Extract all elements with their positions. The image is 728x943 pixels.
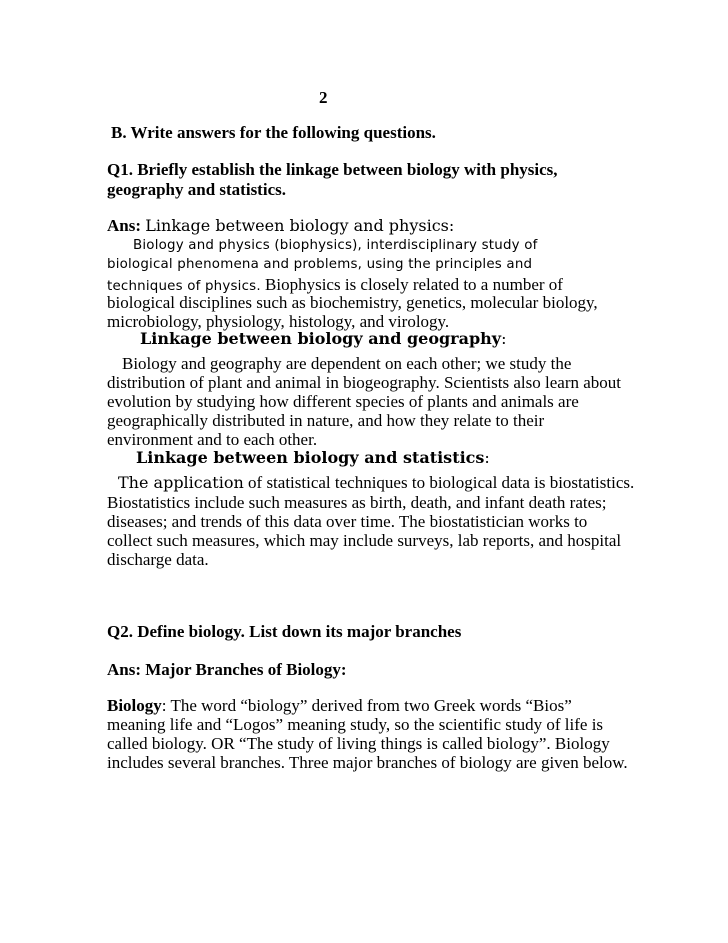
colon: : (484, 448, 490, 467)
q2-answer-heading: Ans: Major Branches of Biology: (107, 660, 347, 679)
geography-heading: Linkage between biology and geography (140, 329, 502, 348)
physics-paragraph-line-5: microbiology, physiology, histology, and virology. (107, 312, 450, 331)
physics-paragraph-line-3 (107, 276, 563, 294)
geography-heading-line (140, 331, 506, 348)
statistics-paragraph-line-4: collect such measures, which may include surveys, lab reports, and hospital (107, 531, 622, 550)
statistics-paragraph-line-2: Biostatistics include such measures as birth, death, and infant death rates; (107, 493, 607, 512)
geography-paragraph-line-4: geographically distributed in nature, and how they relate to their (107, 411, 545, 430)
physics-p-serif-part: Biophysics is closely related to a number of (260, 275, 563, 294)
q2-question: Q2. Define biology. List down its major branches (107, 622, 462, 641)
page-number: 2 (319, 88, 328, 107)
geography-paragraph-line-1: Biology and geography are dependent on each other; we study the (122, 354, 572, 373)
physics-paragraph-line-1: Biology and physics (biophysics), interdisciplinary study of (133, 238, 538, 253)
statistics-paragraph-line-3: diseases; and trends of this data over time. The biostatistician works to (107, 512, 588, 531)
biology-definition-line-3: called biology. OR “The study of living things is called biology”. Biology (107, 734, 610, 753)
colon: : (448, 216, 455, 235)
statistics-heading: Linkage between biology and statistics (136, 448, 485, 467)
q1-question-line-2: geography and statistics. (107, 180, 286, 199)
colon: : (501, 329, 507, 348)
statistics-paragraph-line-5: discharge data. (107, 550, 209, 569)
section-b-heading: B. Write answers for the following questions. (111, 123, 436, 142)
statistics-paragraph-line-1 (118, 474, 634, 492)
geography-paragraph-line-2: distribution of plant and animal in biogeography. Scientists also learn about (107, 373, 621, 392)
biology-definition-line-4: includes several branches. Three major branches of biology are given below. (107, 753, 628, 772)
statistics-p-serif-part: of statistical techniques to biological data is biostatistics. (243, 473, 635, 492)
geography-paragraph-line-3: evolution by studying how different species of plants and animals are (107, 392, 579, 411)
ans-prefix: Ans: (107, 216, 146, 235)
statistics-p-book-part: The application (118, 473, 244, 492)
statistics-heading-line (136, 450, 490, 467)
biology-definition-line-2: meaning life and “Logos” meaning study, so the scientific study of life is (107, 715, 604, 734)
physics-p-sans-part: techniques of physics. (107, 279, 261, 294)
physics-heading: Linkage between biology and physics (145, 216, 449, 235)
biology-term: Biology (107, 696, 162, 715)
physics-paragraph-line-4: biological disciplines such as biochemistry, genetics, molecular biology, (107, 293, 598, 312)
biology-definition-line-1 (107, 697, 572, 715)
definition-rest: : The word “biology” derived from two Greek words “Bios” (161, 696, 572, 715)
geography-paragraph-line-5: environment and to each other. (107, 430, 318, 449)
q1-question-line-1: Q1. Briefly establish the linkage between biology with physics, (107, 160, 558, 179)
physics-paragraph-line-2: biological phenomena and problems, using the principles and (107, 257, 533, 272)
q1-answer-physics-heading (107, 217, 454, 235)
